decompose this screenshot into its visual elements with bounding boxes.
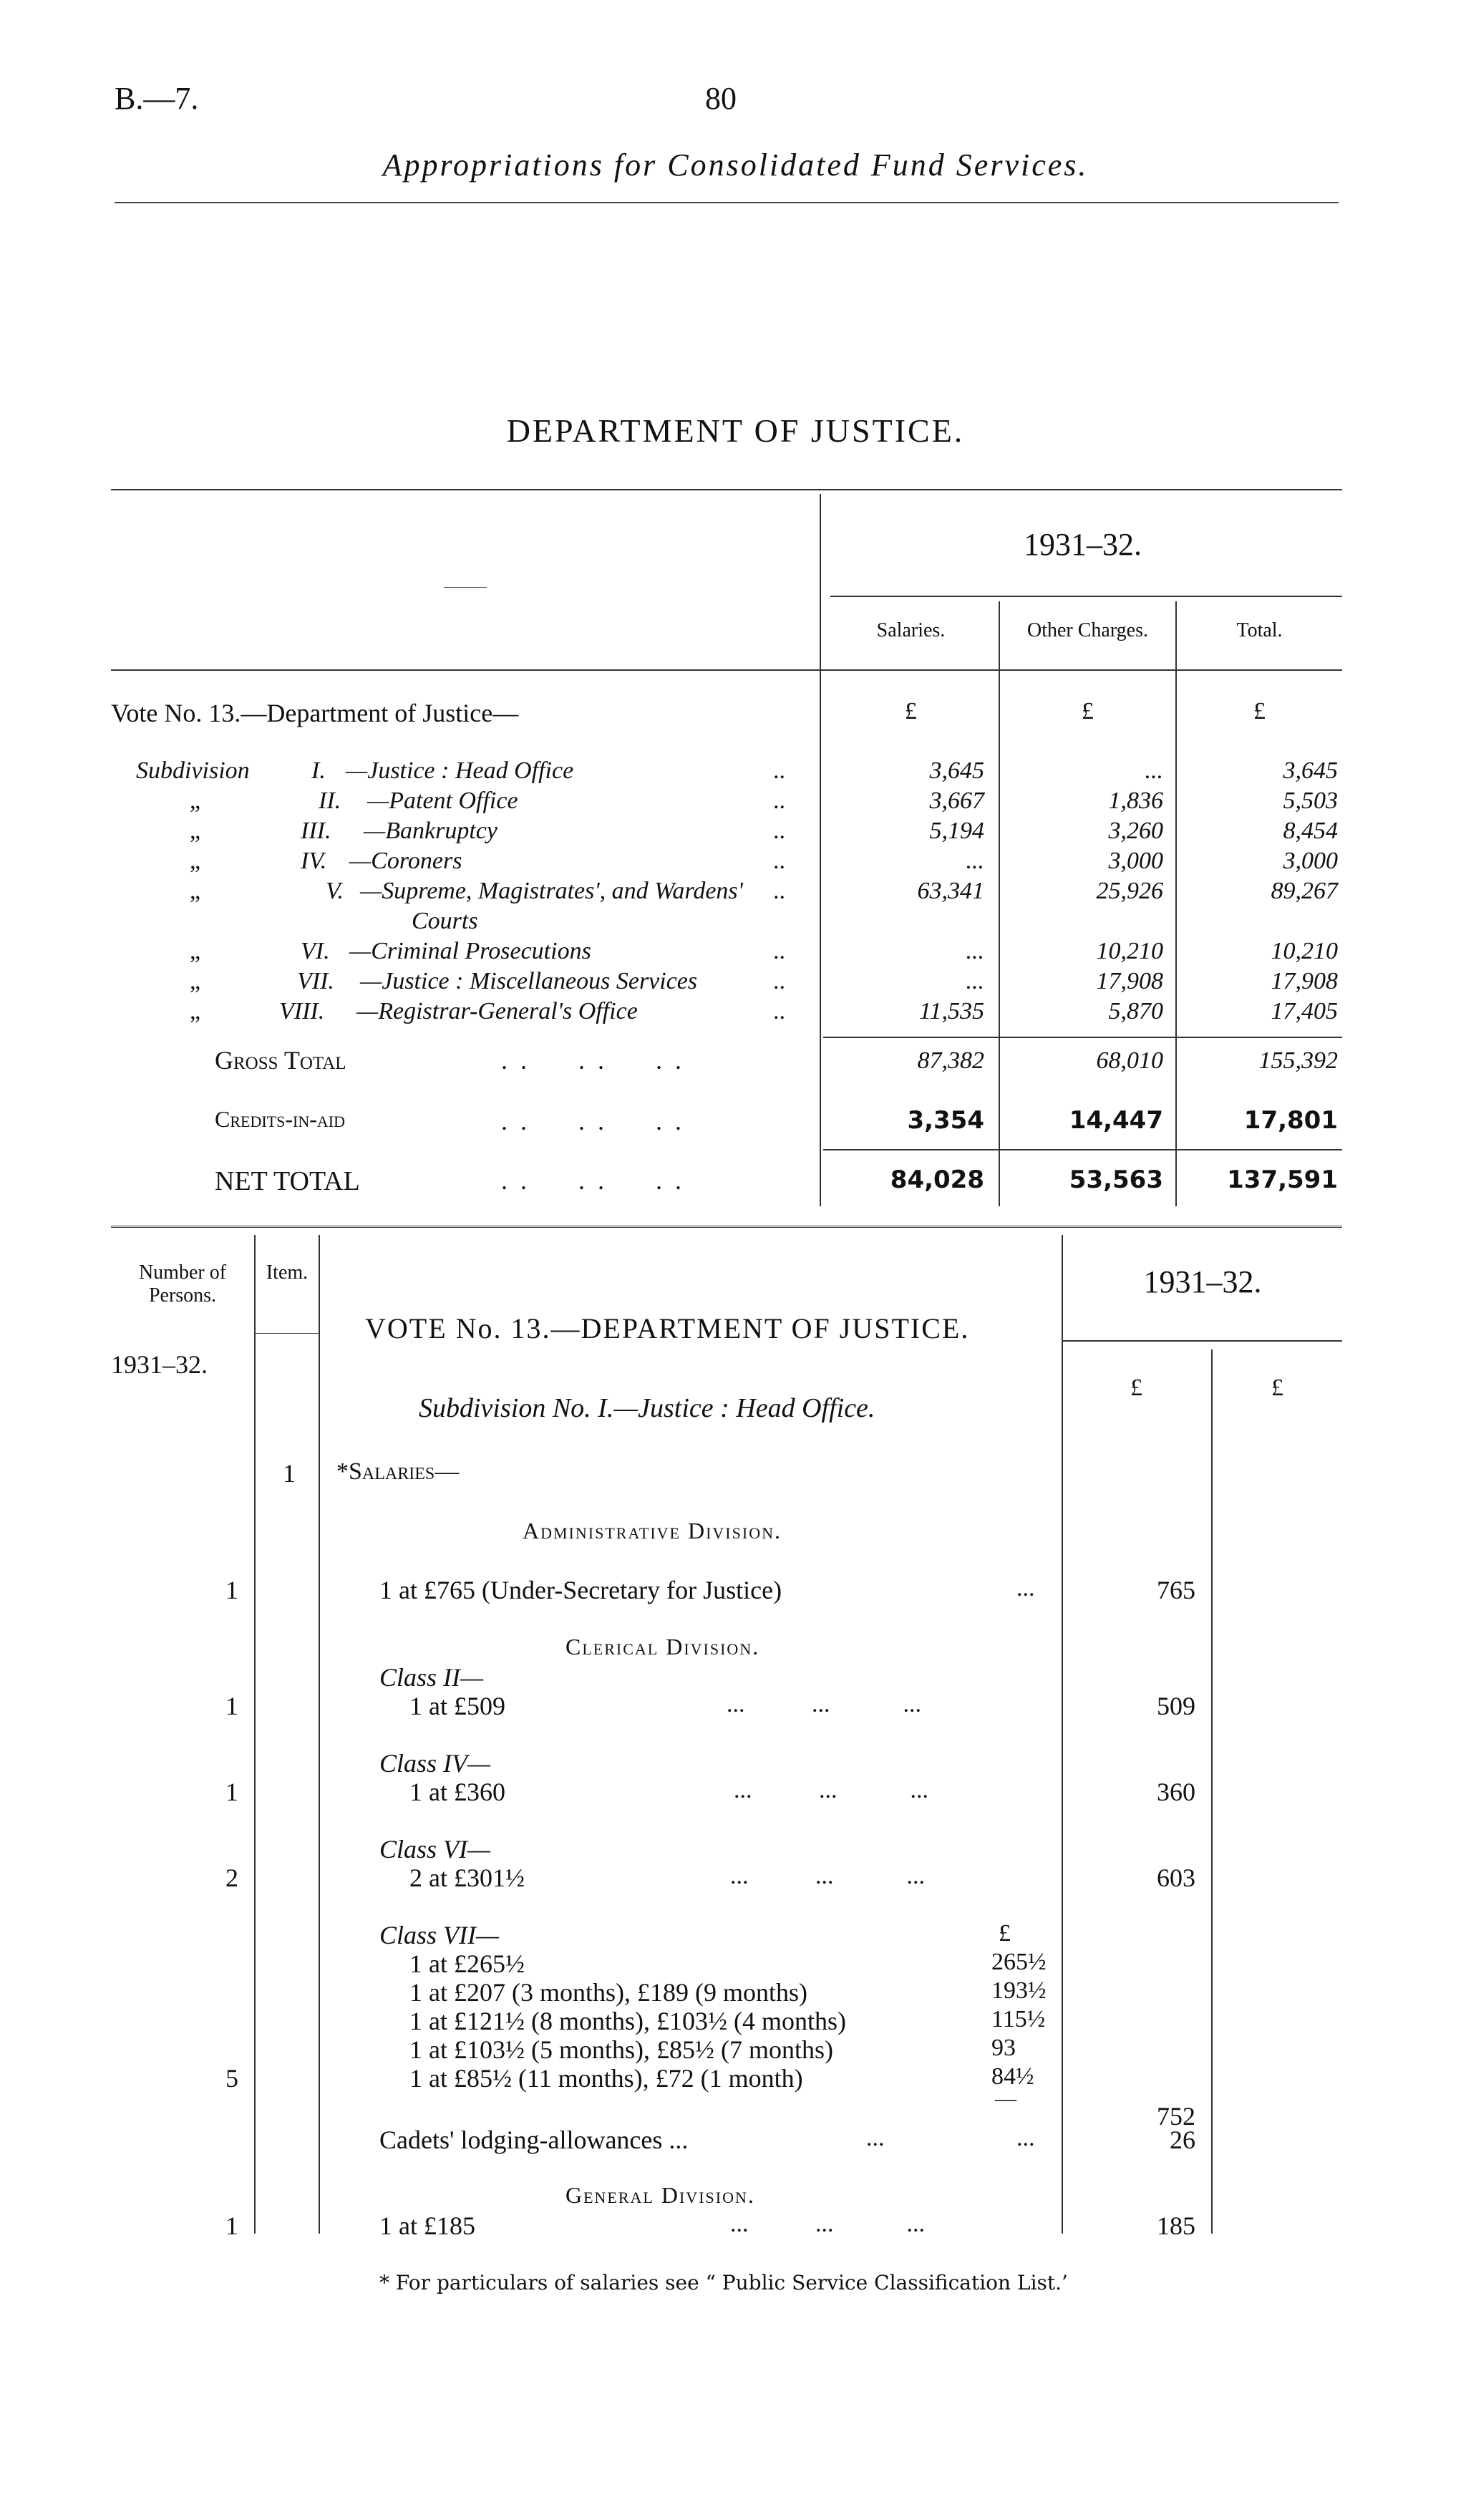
class4-amount: 360 [1157,1778,1195,1806]
class4-line: 1 at £360 [409,1778,505,1806]
class2-label: Class II— [379,1663,484,1692]
summary-header-rule [111,669,1342,671]
summary-vline-left [820,494,821,1206]
row-other: 3,260 [1108,818,1163,844]
summary-year: 1931–32. [1024,527,1142,562]
summary-year-rule [830,596,1342,597]
cadets-line: Cadets' lodging-allowances ... [379,2126,689,2154]
row-other: 3,000 [1108,848,1163,874]
asterisk-mark: * [336,1458,349,1485]
subdivision-title: —Supreme, Magistrates', and Wardens' [360,878,743,904]
gross-total-label: Gross Total [215,1046,346,1075]
class7-line-amount: 115½ [991,2006,1046,2032]
class7-total: 752 [1157,2102,1195,2131]
detail-vline-persons [254,1235,256,2234]
subdivision-word: Subdivision [136,757,250,784]
general-line: 1 at £185 [379,2211,475,2240]
cadets-dots: ... [866,2125,885,2151]
ditto-mark: „ [190,968,201,994]
row-other: 5,870 [1108,998,1163,1024]
admin-amount: 765 [1157,1576,1195,1604]
class7-label: Class VII— [379,1921,500,1949]
class4-leader: ... ... ... [734,1777,928,1803]
row-salaries: 63,341 [917,878,984,904]
subdivision-title: —Justice : Miscellaneous Services [360,968,698,994]
general-leader: ... ... ... [730,2211,925,2237]
row-salaries: ... [966,848,984,874]
admin-division: Administrative Division. [523,1518,782,1544]
class4-persons: 1 [225,1778,238,1806]
class7-line: 1 at £103½ (5 months), £85½ (7 months) [409,2035,833,2064]
row-other: 17,908 [1096,968,1163,994]
header-rule [115,202,1339,203]
class7-line-amount: 193½ [991,1977,1047,2004]
leader-dots: .. [773,818,785,844]
row-salaries: ... [966,968,984,994]
class2-leader: ... ... ... [727,1691,921,1717]
net-leader: .. .. .. [501,1166,694,1195]
general-persons: 1 [225,2211,238,2240]
detail-vline-item [319,1235,320,2234]
net-salaries: 84,028 [890,1166,984,1194]
class2-line: 1 at £509 [409,1692,505,1720]
credits-total: 17,801 [1243,1106,1338,1135]
admin-persons: 1 [225,1576,238,1604]
class6-amount: 603 [1157,1864,1195,1892]
admin-dots: ... [1016,1575,1035,1601]
detail-vline-amt [1211,1349,1213,2234]
detail-subdivision: Subdivision No. I.—Justice : Head Office. [419,1393,875,1423]
subdivision-title: —Bankruptcy [364,818,497,844]
ditto-mark: „ [190,998,201,1024]
class6-leader: ... ... ... [730,1863,925,1889]
department-title: DEPARTMENT OF JUSTICE. [506,412,965,449]
gross-top-rule [823,1037,1342,1038]
col-other-charges: Other Charges. [1027,619,1148,641]
leader-dots: .. [773,848,785,874]
detail-year-left: 1931–32. [111,1350,208,1379]
subdivision-title: —Patent Office [367,788,518,814]
currency-sal: £ [905,698,917,724]
class7-line: 1 at £85½ (11 months), £72 (1 month) [409,2064,803,2093]
credits-label: Credits-in-aid [215,1106,345,1132]
row-salaries: 11,535 [919,998,984,1024]
row-salaries: ... [966,938,984,964]
salaries-label: Salaries— [349,1458,460,1485]
net-total: 137,591 [1227,1166,1338,1194]
class7-pound: £ [999,1920,1011,1947]
subdivision-name: III. [301,818,331,844]
row-total: 8,454 [1283,818,1338,844]
currency-tot: £ [1253,698,1266,724]
cadets-amount: 26 [1170,2126,1195,2154]
detail-currency-tot: £ [1271,1375,1283,1401]
row-other: ... [1145,757,1163,784]
class6-label: Class VI— [379,1835,491,1864]
page-number: 80 [705,81,737,116]
gross-salaries: 87,382 [917,1047,984,1074]
ditto-mark: „ [190,788,201,814]
leader-dots: .. [773,788,785,814]
col-number-persons: Number of Persons. [138,1261,227,1307]
credits-leader: .. .. .. [501,1107,694,1135]
subdivision-title: —Criminal Prosecutions [349,938,591,964]
subdivision-title: —Coroners [349,848,462,874]
row-other: 10,210 [1096,938,1163,964]
credits-salaries: 3,354 [907,1106,984,1135]
class6-line: 2 at £301½ [409,1864,525,1892]
class7-line-amount: 265½ [991,1949,1047,1975]
row-total: 89,267 [1271,878,1338,904]
leader-dots: .. [773,938,785,964]
subdivision-name: VIII. [279,998,325,1024]
page-ref: B.—7. [115,81,199,116]
item-number: 1 [283,1459,296,1488]
subdivision-name: IV. [301,848,327,874]
credits-other: 14,447 [1069,1106,1163,1135]
leader-dots: .. [773,878,785,904]
subdivision-name: V. [326,878,344,904]
class7-line: 1 at £121½ (8 months), £103½ (4 months) [409,2007,846,2035]
subdivision-title: —Justice : Head Office [346,757,574,784]
class6-persons: 2 [225,1864,238,1892]
class7-sub-rule: — [995,2087,1016,2110]
class2-persons: 1 [225,1692,238,1720]
ditto-mark: „ [190,818,201,844]
row-salaries: 3,645 [929,757,984,784]
class4-label: Class IV— [379,1749,491,1778]
gross-total: 155,392 [1258,1047,1338,1074]
leader-dots: .. [773,968,785,994]
leader-dots: .. [773,998,785,1024]
class7-line: 1 at £207 (3 months), £189 (9 months) [409,1978,807,2007]
clerical-division: Clerical Division. [565,1634,760,1659]
footnote: * For particulars of salaries see “ Public Service Classification List.’ [379,2271,1068,2294]
admin-line: 1 at £765 (Under-Secretary for Justice) [379,1576,782,1604]
subdivision-name: I. [311,757,326,784]
class7-line-amount: 93 [991,2035,1016,2061]
subdivision-name: VI. [301,938,330,964]
net-top-rule [823,1149,1342,1150]
class2-amount: 509 [1157,1692,1195,1720]
detail-vote-title: VOTE No. 13.—DEPARTMENT OF JUSTICE. [365,1312,970,1344]
detail-year-right: 1931–32. [1143,1264,1262,1299]
ditto-mark: „ [190,878,201,904]
row-total: 10,210 [1271,938,1338,964]
subdivision-title-cont: Courts [412,908,478,934]
subdivision-name: VII. [297,968,334,994]
row-total: 17,908 [1271,968,1338,994]
class7-line: 1 at £265½ [409,1949,525,1978]
net-other: 53,563 [1069,1166,1163,1194]
cadets-dots-2: ... [1016,2125,1035,2151]
row-other: 1,836 [1108,788,1163,814]
gross-leader: .. .. .. [501,1046,694,1075]
leader-dots: .. [773,757,785,784]
ditto-mark: „ [190,848,201,874]
summary-top-rule [111,489,1342,490]
subdivision-name: II. [319,788,341,814]
ditto-mark: „ [190,938,201,964]
class7-persons: 5 [225,2064,238,2093]
row-other: 25,926 [1096,878,1163,904]
detail-year-rule [1063,1340,1342,1342]
row-total: 3,000 [1283,848,1338,874]
page-subtitle [0,147,1471,183]
net-total-label: NET TOTAL [215,1166,360,1196]
gross-other: 68,010 [1096,1047,1163,1074]
row-salaries: 5,194 [929,818,984,844]
subtitle-text: Appropriations for Consolidated Fund Services. [382,147,1089,183]
salaries-heading [336,1458,459,1486]
item-header-rule [254,1333,319,1334]
detail-top-rule [111,1226,1342,1228]
col-total: Total. [1236,619,1283,641]
col-salaries: Salaries. [876,619,946,641]
summary-vote-label: Vote No. 13.—Department of Justice— [111,699,519,727]
general-amount: 185 [1157,2211,1195,2240]
currency-oth: £ [1082,698,1094,724]
row-salaries: 3,667 [929,788,984,814]
row-total: 17,405 [1271,998,1338,1024]
general-division: General Division. [565,2182,755,2208]
subdivision-title: —Registrar-General's Office [356,998,638,1024]
class7-line-amount: 84½ [991,2063,1034,2090]
detail-currency-sub: £ [1130,1375,1142,1401]
col-item: Item. [266,1261,309,1284]
row-total: 5,503 [1283,788,1338,814]
summary-short-dash [444,587,487,588]
row-total: 3,645 [1283,757,1338,784]
